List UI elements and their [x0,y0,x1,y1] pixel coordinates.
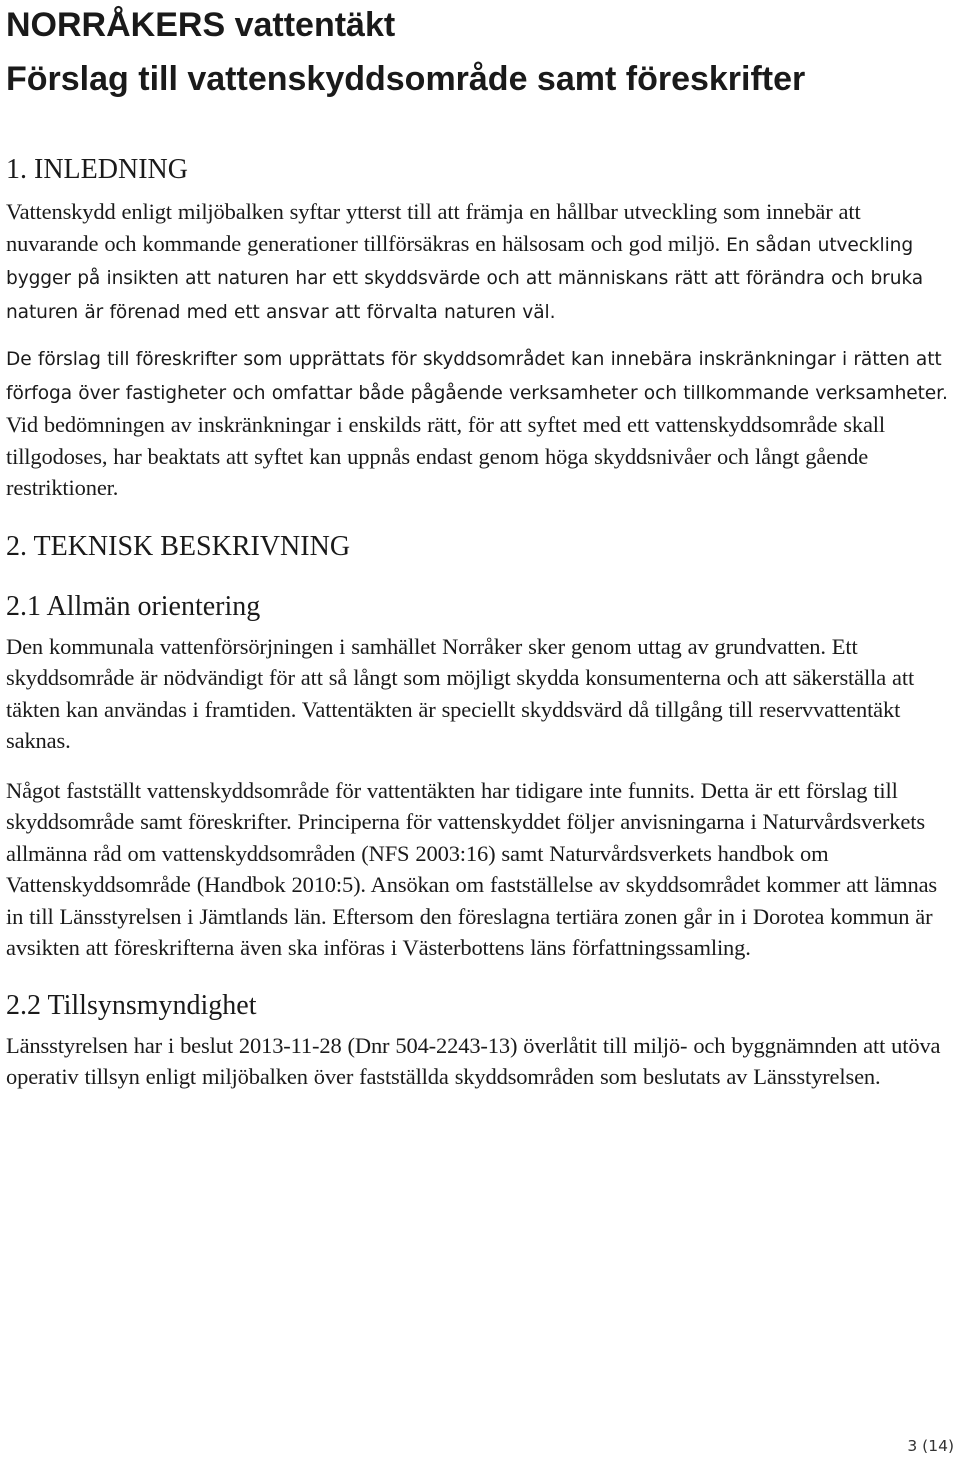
paragraph-allman-orientering-2: Något fastställt vattenskyddsområde för vattentäkten har tidigare inte funnits. Detta är ett förslag till skyddsområde samt föreskrifter. Principerna för vattenskyddet följer anvisningarna i Naturvårdsverkets allmänna råd om vattenskyddsområden (NFS 2003:16) samt Naturvårdsverkets handbok om Vattenskyddsområde (Handbok 2010:5). Ansökan om fastställelse av skyddsområdet kommer att lämnas in till Länsstyrelsen i Jämtlands län. Eftersom den föreslagna tertiära zonen går in i Dorotea kommun är avsikten att föreskrifterna även ska införas i Västerbottens läns författningssamling. [6,777,938,960]
title-line-2: Förslag till vattenskyddsområde samt föreskrifter [6,60,806,98]
page-number: 3 (14) [907,1437,954,1455]
title-line-1: NORRÅKERS vattentäkt [6,6,396,44]
section-heading-inledning: 1. INLEDNING [6,154,188,185]
document-page [6,0,958,1093]
intro-2-serif-part: Vid bedömningen av inskränkningar i enskilds rätt, för att syftet med ett vattenskyddsområde skall tillgodoses, har beaktats att syftet kan uppnås endast genom höga skyddsnivåer och långt gående restriktioner. [6,412,886,500]
subsection-heading-allman-orientering: 2.1 Allmän orientering [6,590,261,622]
paragraph-allman-orientering-1: Den kommunala vattenförsörjningen i samhället Norråker sker genom uttag av grundvatten. Ett skyddsområde är nödvändigt för att så långt som möjligt skydda konsumenterna och att säkerställa att täkten kan användas i framtiden. Vattentäkten är speciellt skyddsvärd då tillgång till reservvattentäkt saknas. [6,633,915,753]
intro-2-sans-part: De förslag till föreskrifter som upprättats för skyddsområdet kan innebära inskränkningar i rätten att förfoga över fastigheter och omfattar både pågående verksamheter och tillkommande verksamheter. [6,349,948,404]
intro-1-serif-part: Vattenskydd enligt miljöbalken syftar ytterst till att främja en hållbar utveckling som innebär att nuvarande och kommande generationer tillförsäkras en hälsosam och god miljö. [6,199,861,256]
paragraph-tillsynsmyndighet: Länsstyrelsen har i beslut 2013-11-28 (Dnr 504-2243-13) överlåtit till miljö- och byggnämnden att utöva operativ tillsyn enligt miljöbalken över fastställda skyddsområden som beslutats av Länsstyrelsen. [6,1032,941,1089]
intro-1-sans-part: En sådan utveckling bygger på insikten att naturen har ett skyddsvärde och att människans rätt att förändra och bruka naturen är förenad med ett ansvar att förvalta naturen väl. [6,234,924,323]
subsection-heading-tillsynsmyndighet: 2.2 Tillsynsmyndighet [6,989,257,1021]
document-title [6,0,958,106]
section-heading-teknisk-beskrivning: 2. TEKNISK BESKRIVNING [6,530,351,562]
paragraph-intro-2 [6,342,958,504]
paragraph-intro-1 [6,196,958,328]
